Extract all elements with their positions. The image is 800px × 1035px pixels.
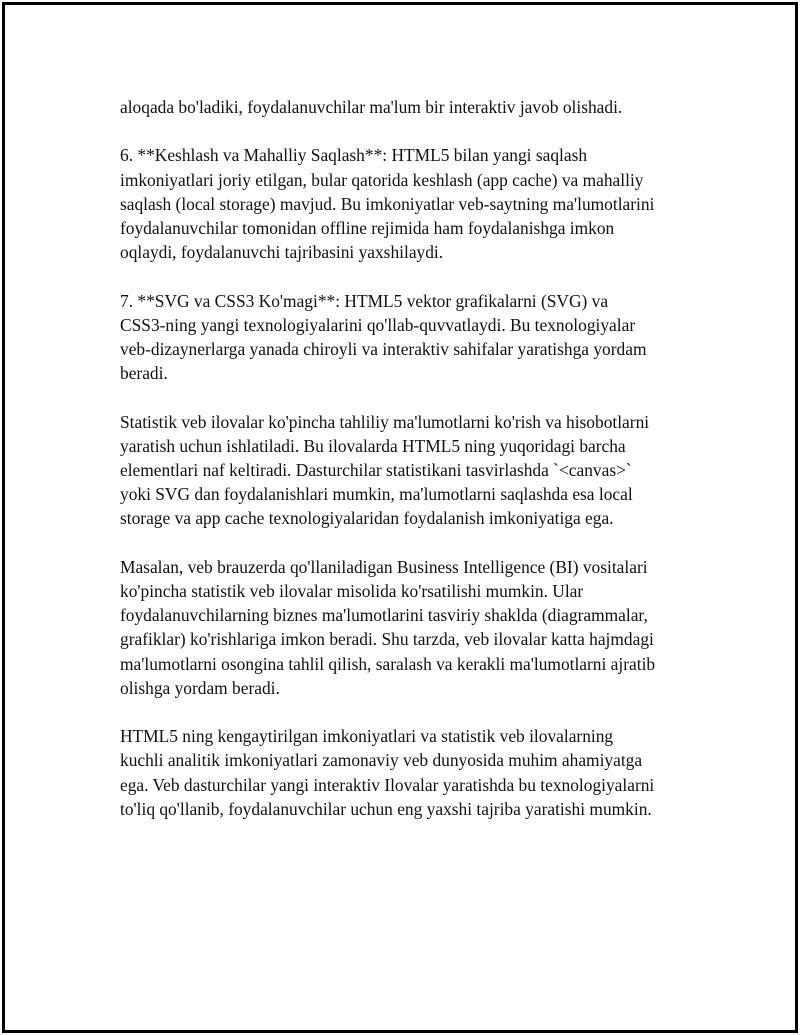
page-frame bbox=[2, 2, 798, 1033]
paragraph-statistical-apps: Statistik veb ilovalar ko'pincha tahliliy ma'lumotlarni ko'rish va hisobotlarni yaratish uchun ishlatiladi. Bu ilovalarda HTML5 ning yuqoridagi barcha elementlari naf keltiradi. Dasturchilar statistikani tasvirlashda `<canvas>` yoki SVG dan foydalanishlari mumkin, ma'lumotlarni saqlashda esa local storage va app cache texnologiyalaridan foydalanish imkoniyatiga ega. bbox=[120, 411, 650, 529]
paragraph-continuation: aloqada bo'ladiki, foydalanuvchilar ma'lum bir interaktiv javob olishadi. bbox=[120, 97, 623, 117]
paragraph-conclusion: HTML5 ning kengaytirilgan imkoniyatlari va statistik veb ilovalarning kuchli analitik imkoniyatlari zamonaviy veb dunyosida muhim ahamiyatga ega. Veb dasturchilar yangi interaktiv Ilovalar yaratishda bu texnologiyalarni to'liq qo'llanib, foydalanuvchilar uchun eng yaxshi tajriba yaratishi mumkin. bbox=[120, 726, 655, 819]
document-body bbox=[120, 95, 710, 845]
paragraph-svg-css3: 7. **SVG va CSS3 Ko'magi**: HTML5 vektor grafikalarni (SVG) va CSS3-ning yangi texnologiyalarini qo'llab-quvvatlaydi. Bu texnologiyalar veb-dizaynerlarga yanada chiroyli va interaktiv sahifalar yaratishga yordam beradi. bbox=[120, 290, 647, 384]
paragraph-bi-tools: Masalan, veb brauzerda qo'llaniladigan Business Intelligence (BI) vositalari ko'pincha statistik veb ilovalar misolida ko'rsatilishi mumkin. Ular foydalanuvchilarning biznes ma'lumotlarini tasviriy shaklda (diagrammalar, grafiklar) ko'rishlariga imkon beradi. Shu tarzda, veb ilovalar katta hajmdagi ma'lumotlarni osongina tahlil qilish, saralash va kerakli ma'lumotlarni ajratib olishga yordam beradi. bbox=[120, 556, 656, 698]
paragraph-caching-storage: 6. **Keshlash va Mahalliy Saqlash**: HTML5 bilan yangi saqlash imkoniyatlari joriy etilgan, bular qatorida keshlash (app cache) va mahalliy saqlash (local storage) mavjud. Bu imkoniyatlar veb-saytning ma'lumotlarini foydalanuvchilar tomonidan offline rejimida ham foydalanishga imkon oqlaydi, foydalanuvchi tajribasini yaxshilaydi. bbox=[120, 145, 655, 263]
